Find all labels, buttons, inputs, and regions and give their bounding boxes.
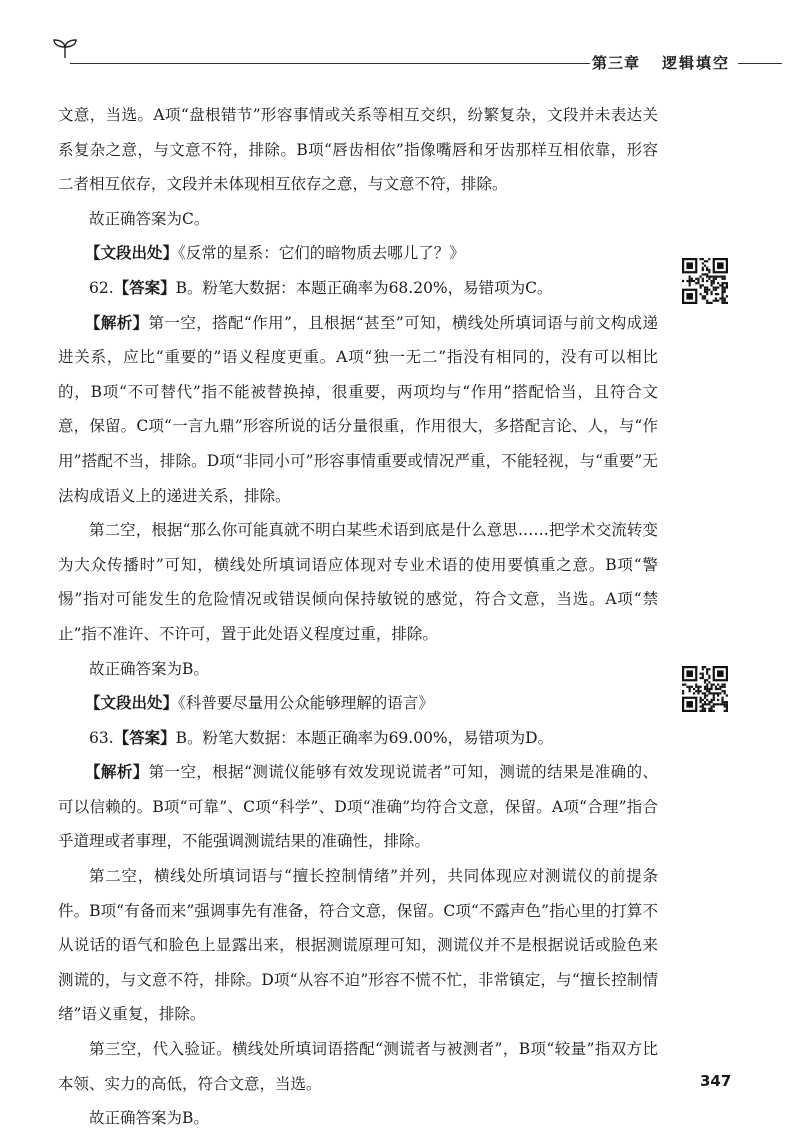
question-62-answer: 62.【答案】B。粉笔大数据：本题正确率为68.20%，易错项为C。 — [89, 277, 553, 297]
page-number: 347 — [700, 1072, 732, 1090]
chapter-label: 第三章 — [592, 54, 641, 72]
question-63-answer: 63.【答案】B。粉笔大数据：本题正确率为69.00%，易错项为D。 — [89, 727, 554, 747]
page-header — [0, 0, 800, 80]
question-63-second-blank: 第二空，横线处所填词语与“擅长控制情绪”并列，共同体现应对测谎仪的前提条件。B项“有备而来”强调事先有准备，符合文意，保留。C项“不露声色”指心里的打算不从说话的语气和脸色上显露出来，根据测谎原理可知，测谎仪并不是根据说话或脸色来测谎的，与文意不符，排除。D项“从容不迫”形容不慌不忙，非常镇定，与“擅长控制情绪”语义重复，排除。 — [58, 867, 658, 1024]
chapter-title: 逻辑填空 — [662, 54, 731, 72]
qr-code-icon[interactable] — [682, 666, 728, 712]
sprout-leaf-icon — [52, 38, 78, 60]
answer-line: 故正确答案为C。 — [89, 209, 210, 228]
question-63-analysis: 【解析】第一空，根据“测谎仪能够有效发现说谎者”可知，测谎的结果是准确的、可以信赖的。B项“可靠”、C项“科学”、D项“准确”均符合文意，保留。A项“合理”指合乎道理或者事理，不能强调测谎结果的准确性，排除。 — [58, 762, 658, 851]
header-rule-right — [738, 63, 782, 64]
question-63-third-blank: 第三空，代入验证。横线处所填词语搭配“测谎者与被测者”，B项“较量”指双方比本领、实力的高低，符合文意，当选。 — [58, 1040, 658, 1093]
header-rule-left — [70, 63, 590, 64]
qr-code-icon[interactable] — [682, 258, 728, 304]
source-line: 【文段出处】《科普要尽量用公众能够理解的语言》 — [85, 693, 434, 713]
question-62-analysis: 【解析】第一空，搭配“作用”，且根据“甚至”可知，横线处所填词语与前文构成递进关系，应比“重要的”语义程度更重。A项“独一无二”指没有相同的，没有可以相比的，B项“不可替代”指不能被替换掉，很重要，两项均与“作用”搭配恰当，且符合文意，保留。C项“一言九鼎”形容所说的话分量很重，作用很大，多搭配言论、人，与“作用”搭配不当，排除。D项“非同小可”形容事情重要或情况严重，不能轻视，与“重要”无法构成语义上的递进关系，排除。 — [58, 312, 658, 505]
answer-line: 故正确答案为B。 — [89, 659, 209, 678]
main-content — [58, 98, 658, 1136]
question-62-second-blank: 第二空，根据“那么你可能真就不明白某些术语到底是什么意思……把学术交流转变为大众传播时”可知，横线处所填词语应体现对专业术语的使用要慎重之意。B项“警惕”指对可能发生的危险情况或错误倾向保持敏锐的感觉，符合文意，当选。A项“禁止”指不准许、不许可，置于此处语义程度过重，排除。 — [58, 521, 658, 643]
paragraph-continued: 文意，当选。A项“盘根错节”形容事情或关系等相互交织，纷繁复杂，文段并未表达关系复杂之意，与文意不符，排除。B项“唇齿相依”指像嘴唇和牙齿那样互相依靠，形容二者相互依存，文段并未体现相互依存之意，与文意不符，排除。 — [58, 106, 658, 194]
answer-line: 故正确答案为B。 — [89, 1109, 209, 1128]
source-line: 【文段出处】《反常的星系：它们的暗物质去哪儿了？》 — [85, 243, 465, 263]
